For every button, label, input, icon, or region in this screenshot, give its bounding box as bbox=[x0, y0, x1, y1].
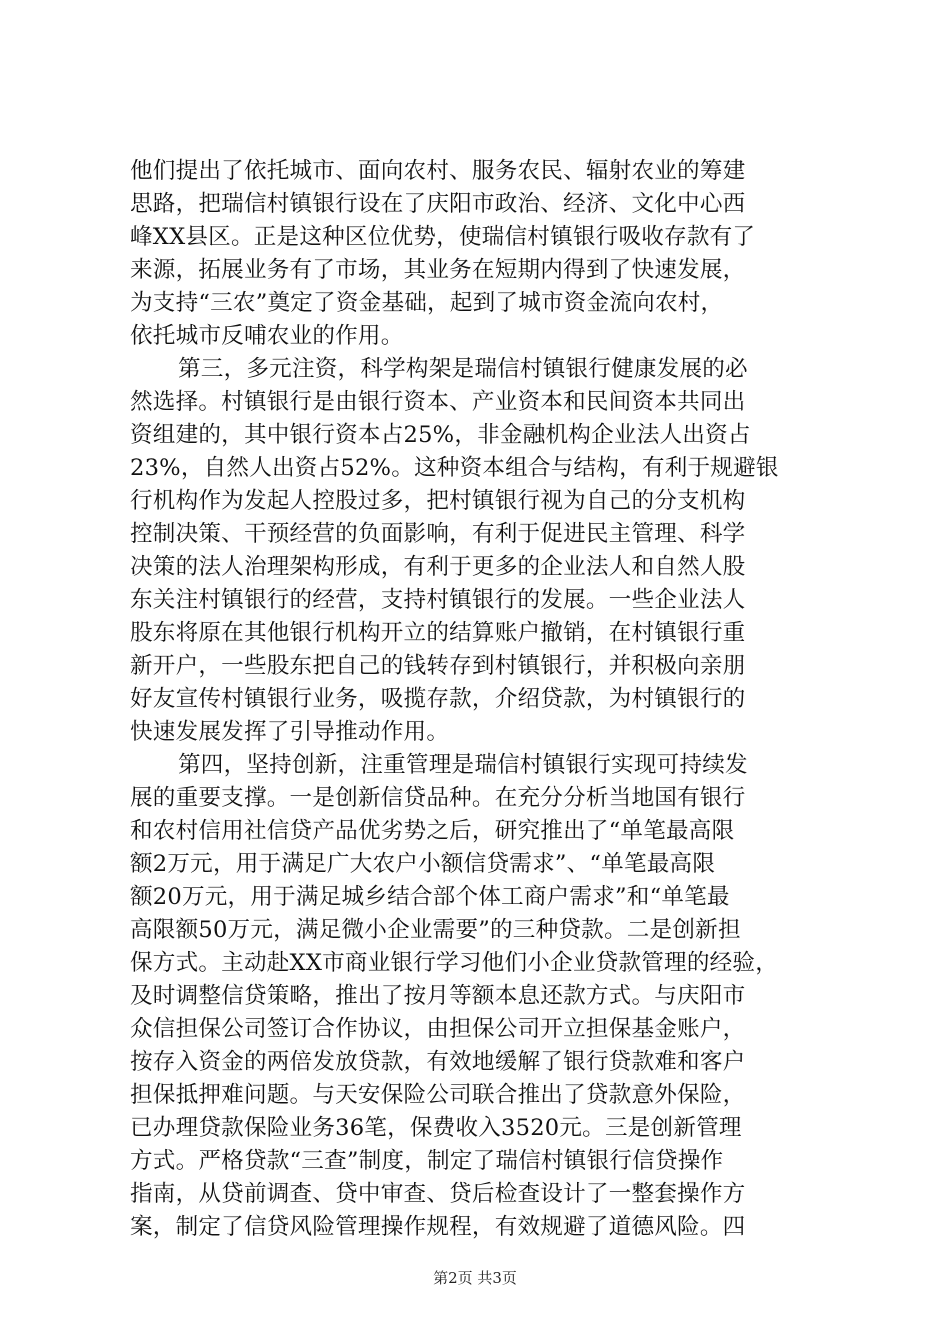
text-line: 额20万元，用于满足城乡结合部个体工商户需求”和“单笔最 bbox=[130, 884, 730, 910]
page-number: 第2页 共3页 bbox=[433, 1269, 517, 1287]
text-line: 依托城市反哺农业的作用。 bbox=[130, 323, 404, 349]
text-line: 思路，把瑞信村镇银行设在了庆阳市政治、经济、文化中心西 bbox=[130, 191, 746, 217]
text-line: 决策的法人治理架构形成，有利于更多的企业法人和自然人股 bbox=[130, 554, 746, 580]
text-line: 然选择。村镇银行是由银行资本、产业资本和民间资本共同出 bbox=[130, 389, 746, 415]
page-footer bbox=[0, 1268, 950, 1288]
text-line: 指南，从贷前调查、贷中审查、贷后检查设计了一整套操作方 bbox=[130, 1181, 746, 1207]
text-line: 控制决策、干预经营的负面影响，有利于促进民主管理、科学 bbox=[130, 521, 746, 547]
text-line: 东关注村镇银行的经营，支持村镇银行的发展。一些企业法人 bbox=[130, 587, 746, 613]
text-line: 众信担保公司签订合作协议，由担保公司开立担保基金账户， bbox=[130, 1016, 746, 1042]
text-line: 及时调整信贷策略，推出了按月等额本息还款方式。与庆阳市 bbox=[130, 983, 746, 1009]
text-line: 已办理贷款保险业务36笔，保费收入3520元。三是创新管理 bbox=[130, 1115, 742, 1141]
text-line: 案，制定了信贷风险管理操作规程，有效规避了道德风险。四 bbox=[130, 1214, 746, 1240]
text-line: 和农村信用社信贷产品优劣势之后，研究推出了“单笔最高限 bbox=[130, 818, 735, 844]
text-line: 行机构作为发起人控股过多，把村镇银行视为自己的分支机构 bbox=[130, 488, 746, 514]
paragraph-first-line: 第四，坚持创新，注重管理是瑞信村镇银行实现可持续发 bbox=[178, 752, 748, 778]
text-line: 峰XX县区。正是这种区位优势，使瑞信村镇银行吸收存款有了 bbox=[130, 224, 756, 250]
text-line: 担保抵押难问题。与天安保险公司联合推出了贷款意外保险， bbox=[130, 1082, 746, 1108]
text-line: 来源，拓展业务有了市场，其业务在短期内得到了快速发展， bbox=[130, 257, 746, 283]
text-line: 他们提出了依托城市、面向农村、服务农民、辐射农业的筹建 bbox=[130, 158, 746, 184]
text-line: 快速发展发挥了引导推动作用。 bbox=[130, 719, 450, 745]
paragraph-first-line: 第三，多元注资，科学构架是瑞信村镇银行健康发展的必 bbox=[178, 356, 748, 382]
text-line: 资组建的，其中银行资本占25%，非金融机构企业法人出资占 bbox=[130, 422, 751, 448]
text-line: 23%，自然人出资占52%。这种资本组合与结构，有利于规避银 bbox=[130, 455, 779, 481]
text-line: 按存入资金的两倍发放贷款，有效地缓解了银行贷款难和客户 bbox=[130, 1049, 746, 1075]
text-line: 股东将原在其他银行机构开立的结算账户撤销，在村镇银行重 bbox=[130, 620, 746, 646]
body-text bbox=[130, 155, 830, 1244]
text-line: 展的重要支撑。一是创新信贷品种。在充分分析当地国有银行 bbox=[130, 785, 746, 811]
text-line: 新开户，一些股东把自己的钱转存到村镇银行，并积极向亲朋 bbox=[130, 653, 746, 679]
text-line: 为支持“三农”奠定了资金基础，起到了城市资金流向农村， bbox=[130, 290, 724, 316]
text-line: 保方式。主动赴XX市商业银行学习他们小企业贷款管理的经验， bbox=[130, 950, 779, 976]
text-line: 额2万元，用于满足广大农户小额信贷需求”、“单笔最高限 bbox=[130, 851, 716, 877]
text-line: 好友宣传村镇银行业务，吸揽存款，介绍贷款，为村镇银行的 bbox=[130, 686, 746, 712]
text-line: 高限额50万元，满足微小企业需要”的三种贷款。二是创新担 bbox=[130, 917, 741, 943]
text-line: 方式。严格贷款“三查”制度，制定了瑞信村镇银行信贷操作 bbox=[130, 1148, 724, 1174]
